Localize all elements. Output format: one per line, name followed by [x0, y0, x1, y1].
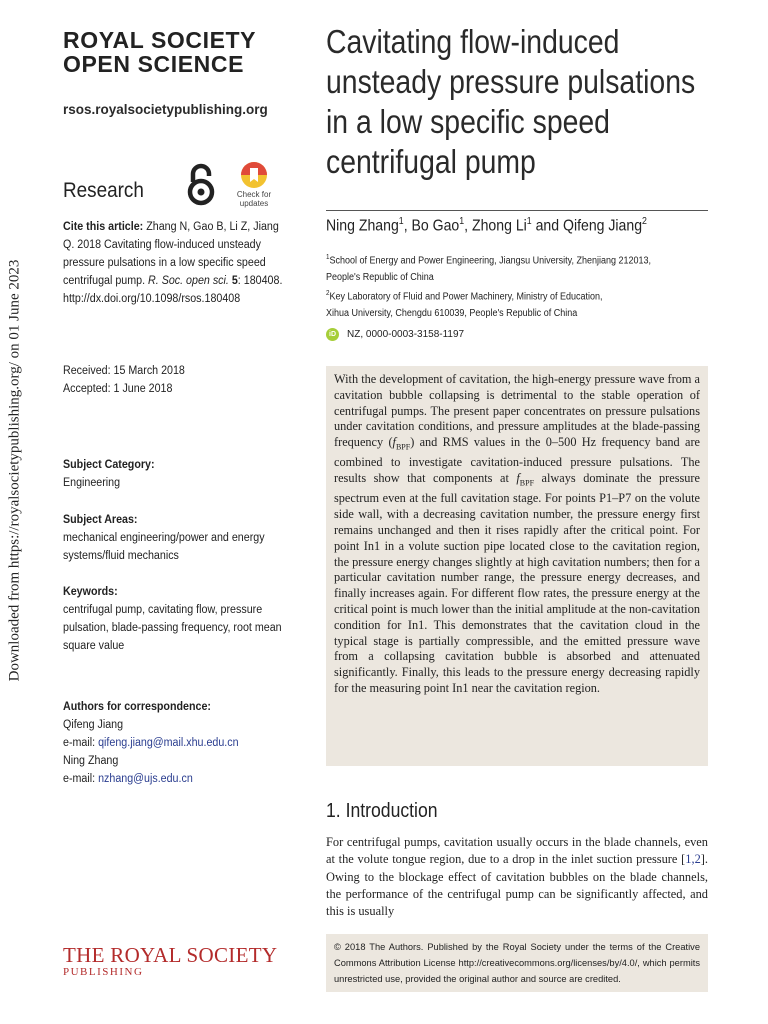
introduction-text: For centrifugal pumps, cavitation usually occurs in the blade channels, even at the volute tongue region, due to a drop in the inlet suction pressure [ [326, 835, 708, 867]
correspondence-author-1: Qifeng Jiang [63, 719, 124, 731]
section-type: Research [63, 179, 144, 202]
keywords-value: centrifugal pump, cavitating flow, pressure pulsation, blade-passing frequency, root mean square value [63, 604, 282, 652]
subject-areas-heading: Subject Areas: [63, 514, 138, 526]
keywords [63, 583, 286, 655]
reference-link[interactable]: 2 [694, 852, 701, 867]
affiliation-1 [326, 249, 704, 286]
author-affil: 2 [642, 216, 647, 227]
accepted-date: Accepted: 1 June 2018 [63, 383, 173, 395]
dates-block [63, 362, 286, 398]
download-stamp-text: Downloaded from https://royalsocietypublishing.org/ on 01 June 2023 [6, 259, 23, 681]
publisher-subline: PUBLISHING [63, 966, 144, 978]
author-affil: 1 [526, 216, 532, 227]
publisher-logo [63, 944, 277, 978]
author-affil: 1 [398, 216, 404, 227]
citation-article: : 180408. [237, 275, 283, 287]
author-separator: and [531, 217, 563, 235]
author-name: Zhong Li [471, 217, 527, 235]
email-label-2: e-mail: [63, 773, 96, 785]
abstract-subscript: BPF [395, 442, 411, 452]
email-label-1: e-mail: [63, 737, 96, 749]
citation-doi[interactable]: http://dx.doi.org/10.1098/rsos.180408 [63, 293, 241, 305]
affiliation-line: People's Republic of China [326, 272, 434, 284]
orcid-line[interactable] [326, 328, 464, 341]
author-name: Bo Gao [411, 217, 460, 235]
author-separator: , [464, 217, 472, 235]
abstract-text: always dominate the pressure spectrum even at the full cavitation stage. For points P1–P7 on the volute side wall, with a decreasing cavitation number, the pressure energy first remains unchanged and then it rises rapidly after the critical point. For point In1 in a volute suction pipe located close to the cavitation region, the pressure energy changes slightly at high cavitation numbers; then for a particular cavitation number range, the pressure energy decreases, and finally increases again. For different flow rates, the pressure energy at the critical point is much lower than the initial amplitude at the non-cavitation condition for In1. This demonstrates that the cavitation cloud in the typical stage is partially compressible, and the emitted pressure wave from a collapsing cavitation bubble is absorbed and attenuated significantly. Finally, this leads to the pressure energy decreasing rapidly for the measuring point In1 near the cavitation region. [334, 471, 700, 696]
citation-block [63, 218, 283, 308]
subject-category-value: Engineering [63, 477, 121, 489]
abstract-box [326, 366, 708, 766]
citation-label: Cite this article: [63, 221, 144, 233]
affiliation-line: School of Energy and Power Engineering, Jiangsu University, Zhenjiang 212013, [329, 255, 652, 267]
reference-link[interactable]: 1 [685, 852, 692, 867]
journal-name-line2: OPEN SCIENCE [63, 51, 245, 77]
correspondence-heading: Authors for correspondence: [63, 701, 211, 713]
subject-category-heading: Subject Category: [63, 459, 155, 471]
author-separator: , [403, 217, 412, 235]
journal-logo [63, 28, 303, 76]
title-divider [326, 210, 708, 211]
reference-separator: , [691, 852, 695, 867]
author-affil: 1 [459, 216, 465, 227]
article-title: Cavitating flow-induced unsteady pressure pulsations in a low specific speed centrifugal pump [326, 23, 696, 180]
subject-category [63, 456, 286, 492]
keywords-heading: Keywords: [63, 586, 118, 598]
affiliation-line: Key Laboratory of Fluid and Power Machinery, Ministry of Education, [329, 291, 603, 303]
correspondence-author-2: Ning Zhang [63, 755, 119, 767]
citation-volume: 5 [231, 275, 238, 287]
affiliation-line: Xihua University, Chengdu 610039, People's Republic of China [326, 308, 578, 320]
introduction-heading: 1. Introduction [326, 800, 438, 822]
check-for-updates-label: Check for updates [236, 190, 272, 208]
subject-areas-value: mechanical engineering/power and energy systems/fluid mechanics [63, 532, 265, 562]
journal-name-line1: ROYAL SOCIETY [63, 27, 257, 53]
orcid-icon: iD [326, 328, 339, 341]
subject-areas [63, 511, 286, 565]
introduction-paragraph [326, 834, 708, 920]
publisher-name: THE ROYAL SOCIETY [63, 943, 278, 967]
abstract-text: With the development of cavitation, the high-energy pressure wave from a cavitation bubble collapsing is detrimental to the stable operation of centrifugal pumps. The present paper concentrates on pressure pulsations under cavitation conditions, and pressure amplitudes at the blade-passing frequency ( [334, 372, 700, 450]
introduction-text: ]. Owing to the blockage effect of cavitation bubbles on the blade channels, the performance of the centrifugal pump can be significantly affected, and this is usually [326, 852, 708, 919]
abstract-subscript: BPF [519, 478, 535, 488]
orcid-text: NZ, 0000-0003-3158-1197 [347, 329, 465, 340]
author-name: Ning Zhang [326, 217, 399, 235]
check-for-updates-icon [240, 161, 268, 189]
affiliation-number: 1 [326, 254, 330, 261]
citation-text: Zhang N, Gao B, Li Z, Jiang Q. 2018 Cavitating flow-induced unsteady pressure pulsations in a low specific speed centrifugal pump. [63, 221, 279, 287]
received-date: Received: 15 March 2018 [63, 365, 185, 377]
check-for-updates-badge[interactable] [232, 161, 276, 208]
abstract-text: ) and RMS values in the 0–500 Hz frequency band are combined to investigate cavitation-induced pressure pulsations. The results show that components at [334, 435, 700, 486]
open-access-lock-icon [184, 162, 218, 206]
journal-url[interactable]: rsos.royalsocietypublishing.org [63, 102, 268, 117]
download-stamp [0, 160, 30, 780]
affiliation-number: 2 [326, 290, 330, 297]
abstract-symbol: f [392, 435, 396, 450]
affiliation-2 [326, 285, 704, 322]
citation-journal: R. Soc. open sci. [148, 275, 229, 287]
author-list [326, 216, 647, 235]
author-name: Qifeng Jiang [562, 217, 643, 235]
email-link-2[interactable]: nzhang@ujs.edu.cn [98, 773, 193, 785]
abstract-symbol: f [516, 471, 520, 486]
license-box: © 2018 The Authors. Published by the Royal Society under the terms of the Creative Commons Attribution License http://creativecommons.org/licenses/by/4.0/, which permits unrestricted use, provided the original author and source are credited. [326, 934, 708, 992]
email-link-1[interactable]: qifeng.jiang@mail.xhu.edu.cn [98, 737, 239, 749]
correspondence-block [63, 698, 286, 788]
